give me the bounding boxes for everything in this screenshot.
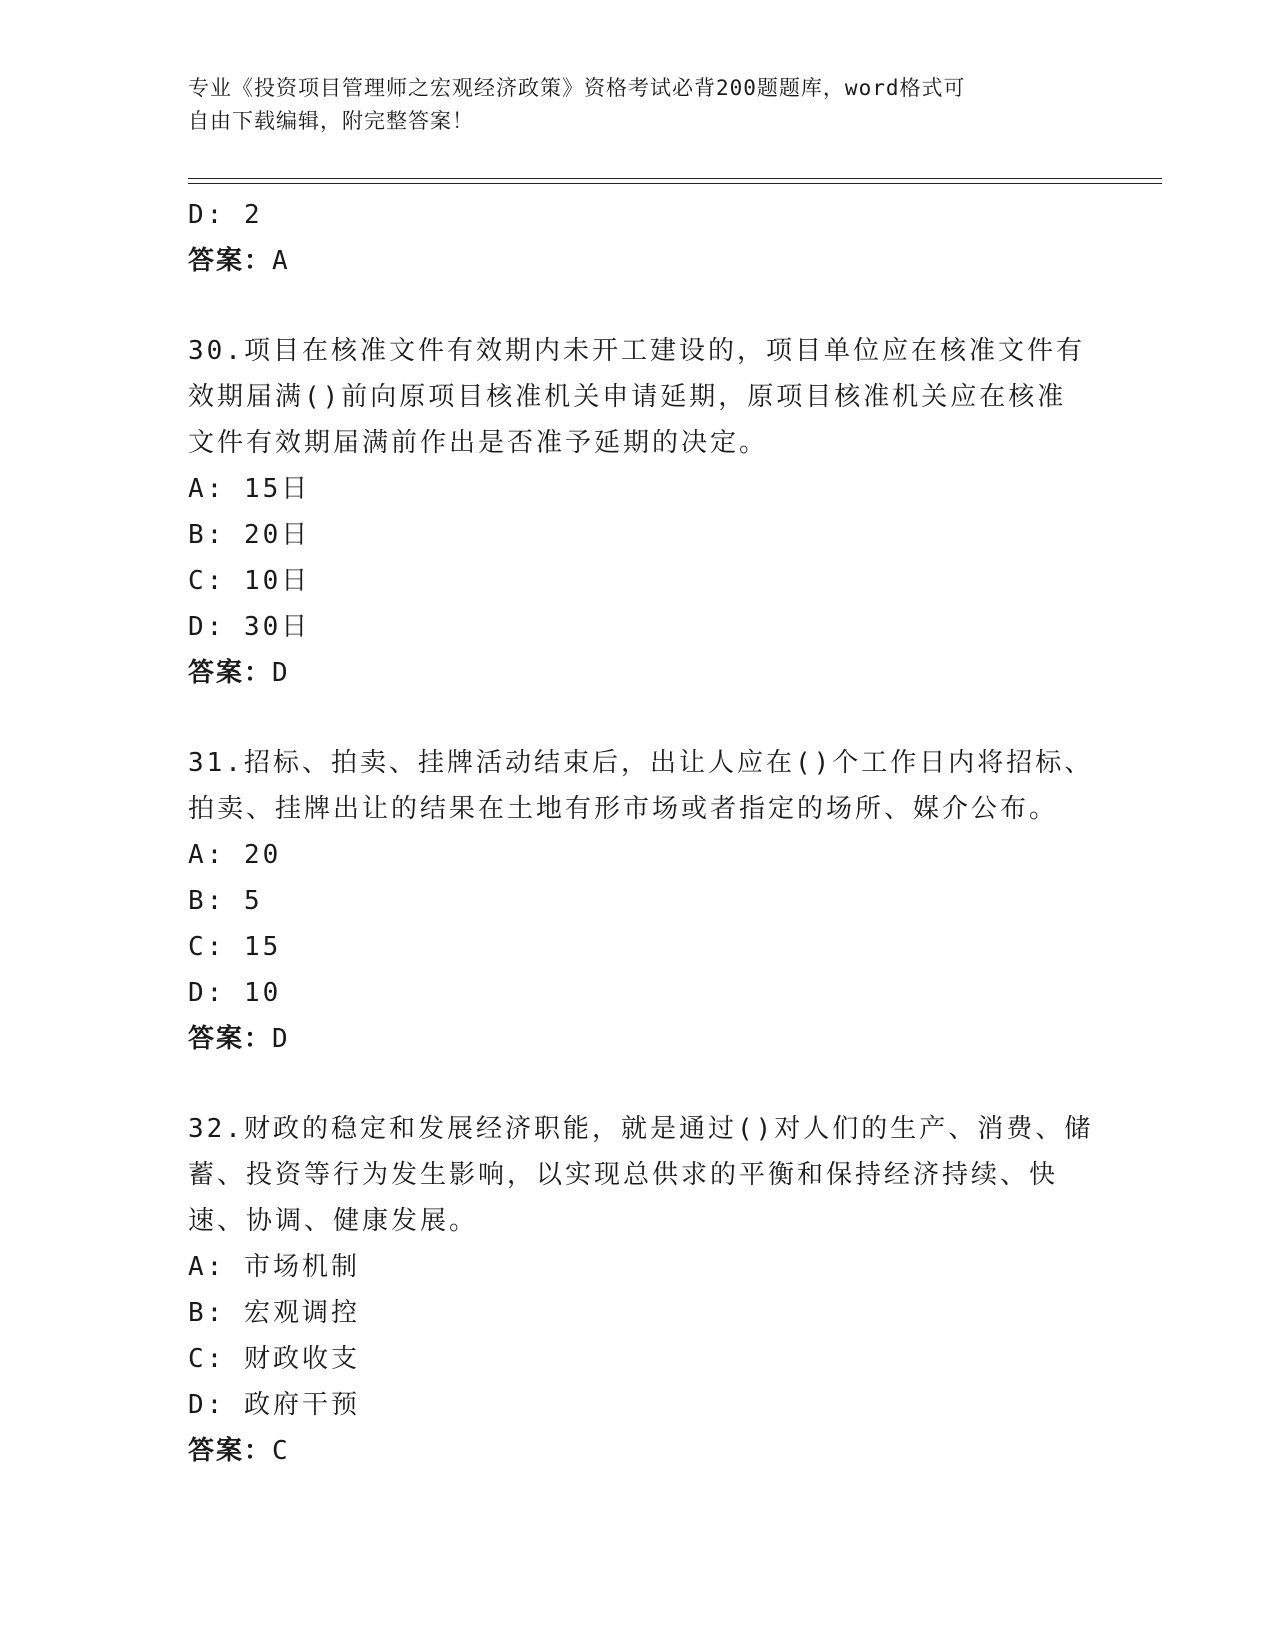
question-line: 31.招标、拍卖、挂牌活动结束后，出让人应在()个工作日内将招标、 — [188, 748, 1094, 778]
option-c: C: 财政收支 — [188, 1344, 360, 1374]
option-b: B: 5 — [188, 886, 263, 916]
question-line: 文件有效期届满前作出是否准予延期的决定。 — [188, 428, 769, 458]
option-c: C: 10日 — [188, 566, 311, 596]
question-line: 效期届满()前向原项目核准机关申请延期，原项目核准机关应在核准 — [188, 382, 1067, 412]
spacer — [188, 696, 1088, 740]
question-text — [188, 328, 1088, 466]
header-line-2: 自由下载编辑，附完整答案！ — [188, 109, 474, 133]
question-text — [188, 1106, 1094, 1244]
question-line: 32.财政的稳定和发展经济职能，就是通过()对人们的生产、消费、储 — [188, 1114, 1094, 1144]
option-c: C: 15 — [188, 932, 282, 962]
answer-value: C — [272, 1436, 290, 1466]
question-line: 30.项目在核准文件有效期内未开工建设的，项目单位应在核准文件有 — [188, 336, 1085, 366]
answer-label: 答案： — [188, 1024, 273, 1054]
answer-line — [188, 650, 1088, 696]
option-b: B: 宏观调控 — [188, 1298, 360, 1328]
question-line: 蓄、投资等行为发生影响，以实现总供求的平衡和保持经济持续、快 — [188, 1160, 1059, 1190]
spacer — [188, 284, 1088, 328]
answer-line — [188, 1428, 1088, 1474]
answer-label: 答案： — [188, 1436, 273, 1466]
answer-label: 答案： — [188, 246, 273, 276]
option-b: B: 20日 — [188, 520, 311, 550]
question-line: 速、协调、健康发展。 — [188, 1206, 479, 1236]
option-d: D: 2 — [188, 200, 263, 230]
answer-value: D — [272, 1024, 290, 1054]
header-line-1: 专业《投资项目管理师之宏观经济政策》资格考试必背200题题库，word格式可 — [188, 76, 966, 100]
question-text — [188, 740, 1094, 832]
question-line: 拍卖、挂牌出让的结果在土地有形市场或者指定的场所、媒介公布。 — [188, 794, 1059, 824]
option-d: D: 10 — [188, 978, 282, 1008]
option-a: A: 15日 — [188, 474, 311, 504]
option-d: D: 30日 — [188, 612, 311, 642]
answer-value: A — [272, 246, 290, 276]
option-d: D: 政府干预 — [188, 1390, 360, 1420]
answer-line — [188, 1016, 1088, 1062]
question-list — [188, 192, 1094, 1474]
page-header — [188, 72, 1068, 138]
spacer — [188, 1062, 1088, 1106]
answer-label: 答案： — [188, 658, 273, 688]
answer-value: D — [272, 658, 290, 688]
header-divider-top — [188, 178, 1162, 179]
header-divider-bottom — [188, 183, 1162, 184]
option-a: A: 20 — [188, 840, 282, 870]
option-a: A: 市场机制 — [188, 1252, 360, 1282]
answer-line — [188, 238, 1088, 284]
